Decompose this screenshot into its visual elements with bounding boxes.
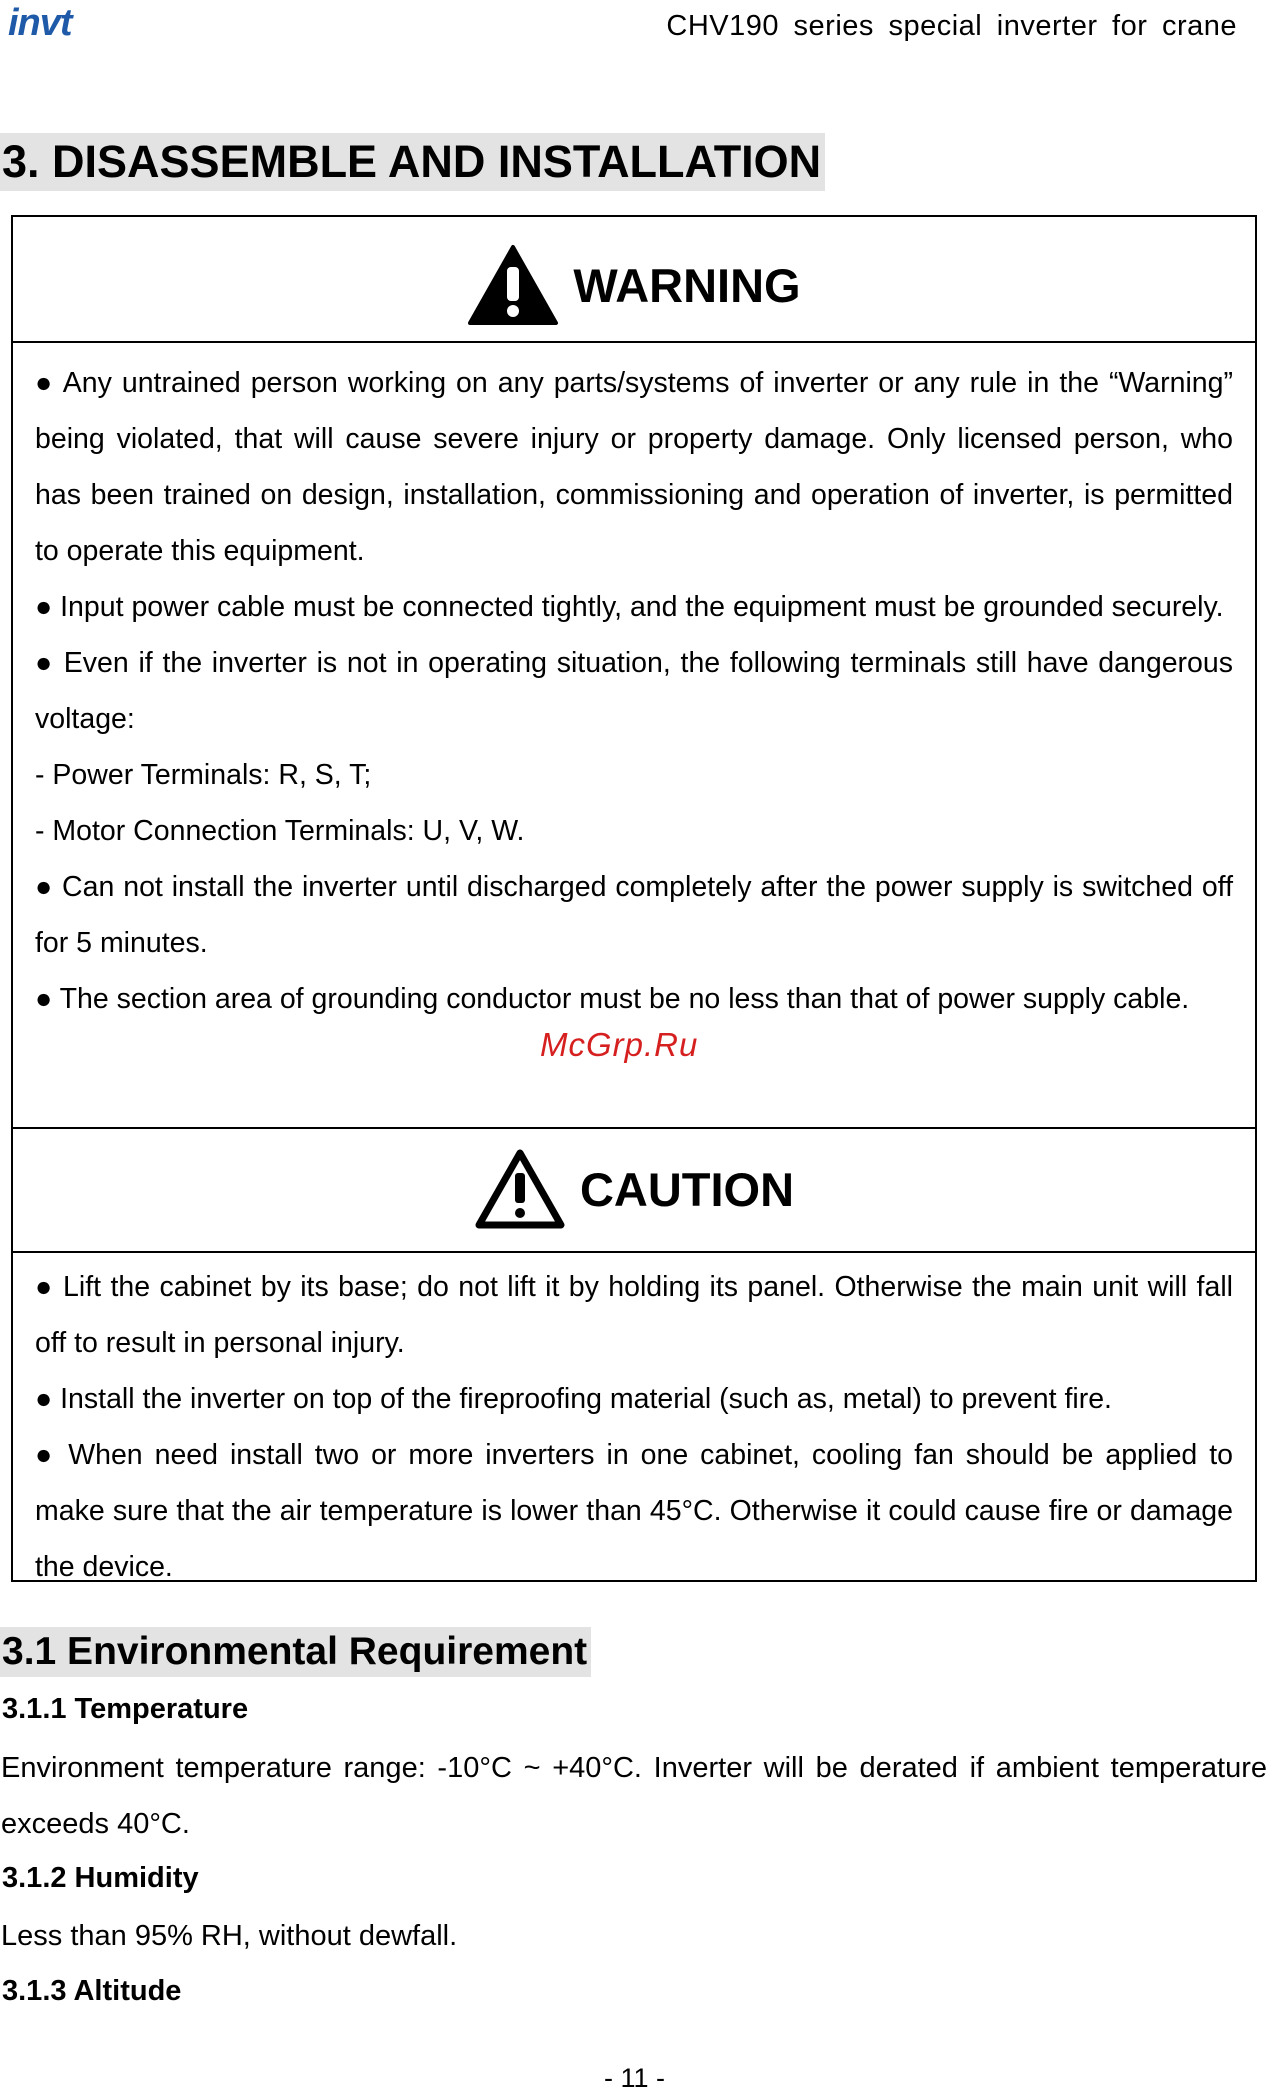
header-title: CHV190 series special inverter for crane xyxy=(666,10,1237,42)
warning-item: ● Can not install the inverter until discharged completely after the power supply is switched off for 5 minutes. xyxy=(35,871,1233,959)
page-number: - 11 - xyxy=(603,2063,665,2093)
section-title: 3.1 Environmental Requirement xyxy=(0,1627,591,1677)
caution-label: CAUTION xyxy=(579,1162,795,1216)
caution-body xyxy=(13,1259,1255,1595)
caution-item: ● Lift the cabinet by its base; do not lift it by holding its panel. Otherwise the main unit will fall off to result in personal injury. xyxy=(35,1271,1233,1359)
warning-label: WARNING xyxy=(573,258,801,312)
caution-triangle-icon xyxy=(474,1147,566,1231)
page-header xyxy=(0,0,1269,60)
warning-triangle-icon xyxy=(467,243,559,327)
warning-item: ● Any untrained person working on any parts/systems of inverter or any rule in the “Warning” being violated, that will cause severe injury or property damage. Only licensed person, who has been trained on design, installation, commissioning and operation of inverter, is permitted to operate this equipment. xyxy=(35,367,1233,567)
watermark: McGrp.Ru xyxy=(540,1026,699,1063)
caution-header xyxy=(13,1127,1255,1253)
temperature-text: Environment temperature range: -10°C ~ +40°C. Inverter will be derated if ambient temperature exceeds 40°C. xyxy=(1,1752,1267,1840)
invt-logo: invt xyxy=(8,2,72,44)
warning-header xyxy=(13,217,1255,343)
temperature-heading: 3.1.1 Temperature xyxy=(2,1693,249,1725)
warning-item: - Motor Connection Terminals: U, V, W. xyxy=(35,815,525,847)
safety-notice-box xyxy=(11,215,1257,1582)
altitude-heading: 3.1.3 Altitude xyxy=(2,1975,182,2007)
warning-item: - Power Terminals: R, S, T; xyxy=(35,759,372,791)
warning-body xyxy=(13,355,1255,1027)
caution-item: ● When need install two or more inverters in one cabinet, cooling fan should be applied to make sure that the air temperature is lower than 45°C. Otherwise it could cause fire or damage the device. xyxy=(35,1439,1233,1583)
chapter-title: 3. DISASSEMBLE AND INSTALLATION xyxy=(0,133,825,191)
caution-item: ● Install the inverter on top of the fireproofing material (such as, metal) to prevent fire. xyxy=(35,1383,1112,1415)
humidity-heading: 3.1.2 Humidity xyxy=(2,1862,199,1894)
warning-item: ● The section area of grounding conductor must be no less than that of power supply cable. xyxy=(35,983,1190,1015)
warning-item: ● Input power cable must be connected tightly, and the equipment must be grounded securely. xyxy=(35,591,1224,623)
humidity-text: Less than 95% RH, without dewfall. xyxy=(1,1920,458,1952)
warning-item: ● Even if the inverter is not in operating situation, the following terminals still have dangerous voltage: xyxy=(35,647,1233,735)
